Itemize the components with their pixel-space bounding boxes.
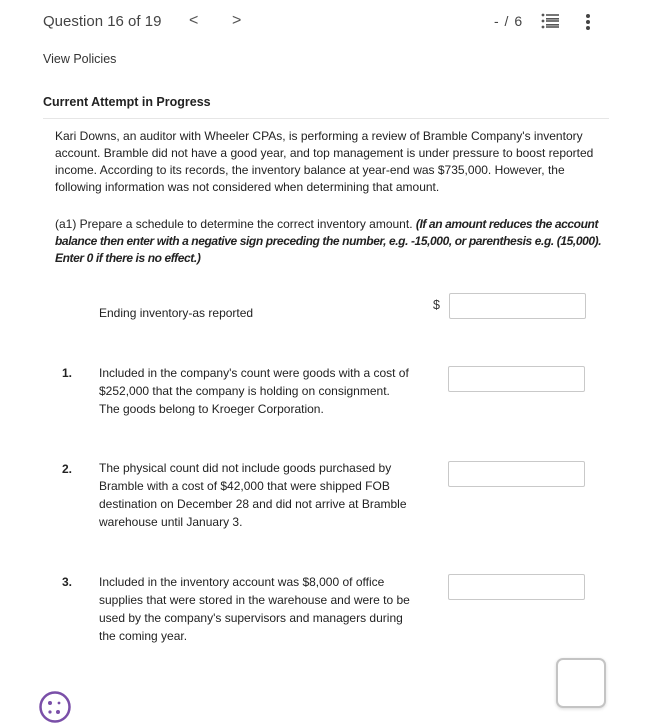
item-description: The physical count did not include goods purchased by Bramble with a cost of $42,000 that were shipped FOB destination on December 28 and did not arrive at Bramble warehouse until January 3.	[99, 461, 407, 529]
item-3-input[interactable]	[448, 574, 585, 600]
item-2-input[interactable]	[448, 461, 585, 487]
cookie-icon[interactable]	[38, 690, 72, 723]
ending-inventory-input[interactable]	[449, 293, 586, 319]
list-icon[interactable]	[541, 13, 559, 29]
blank-square-icon[interactable]	[556, 658, 606, 708]
instruction-text: (a1) Prepare a schedule to determine the correct inventory amount.	[55, 217, 413, 231]
previous-question-button[interactable]: <	[189, 12, 199, 29]
question-counter: Question 16 of 19	[43, 13, 162, 30]
next-question-button[interactable]: >	[232, 12, 242, 29]
section-divider	[43, 118, 609, 119]
item-description: Included in the inventory account was $8,000 of office supplies that were stored in the warehouse and were to be used by the company's supervisors and managers during the coming year.	[99, 575, 410, 643]
view-policies-link[interactable]: View Policies	[43, 52, 117, 66]
item-number: 1.	[62, 366, 73, 380]
item-1-input[interactable]	[448, 366, 585, 392]
ending-inventory-label: Ending inventory-as reported	[99, 306, 254, 320]
problem-intro: Kari Downs, an auditor with Wheeler CPAs, is performing a review of Bramble Company's inventory account. Bramble did not have a good year, and top management is under pressure to boost reported income. According to its records, the inventory balance at year-end was $735,000. However, the following information was not considered when determining that amount.	[55, 129, 594, 194]
item-number: 2.	[62, 462, 73, 476]
problem-instruction	[55, 216, 605, 267]
instruction-note: (If an amount reduces the account balance then enter with a negative sign preceding the number, e.g. -15,000, or parenthesis e.g. (15,000). Enter 0 if there is no effect.)	[55, 217, 602, 265]
item-number: 3.	[62, 575, 73, 589]
question-header	[0, 0, 651, 44]
attempt-status: Current Attempt in Progress	[43, 95, 211, 109]
question-score: - / 6	[494, 13, 524, 29]
vertical-dots-icon[interactable]	[583, 12, 593, 32]
item-description: Included in the company's count were goods with a cost of $252,000 that the company is holding on consignment. The goods belong to Kroeger Corporation.	[99, 366, 409, 416]
currency-symbol: $	[433, 298, 440, 312]
